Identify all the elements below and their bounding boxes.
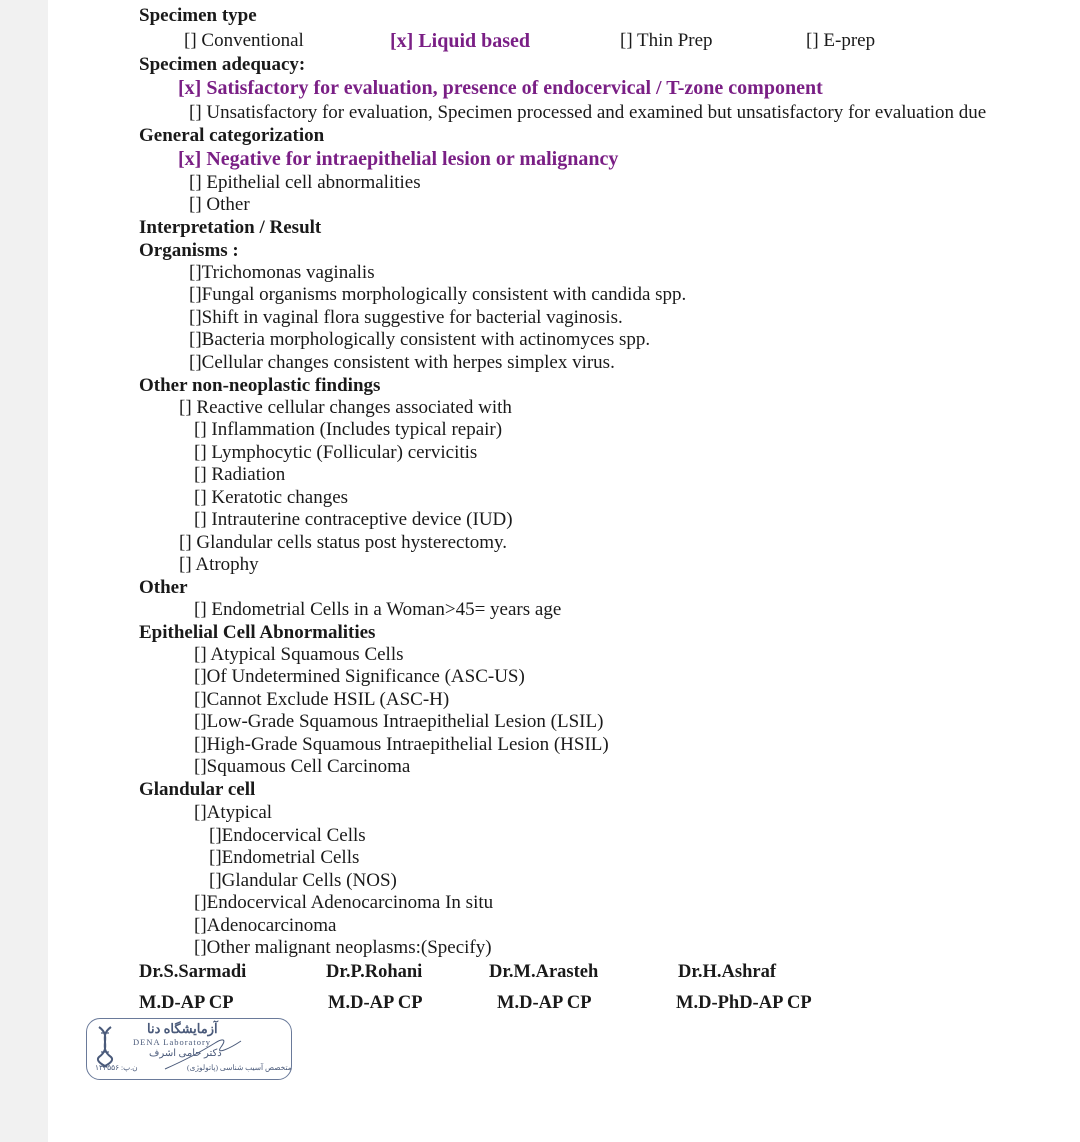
reactive-changes: [] Reactive cellular changes associated with xyxy=(179,397,512,418)
epithelial-item: []Squamous Cell Carcinoma xyxy=(194,756,411,777)
organism-item: []Cellular changes consistent with herpes simplex virus. xyxy=(189,352,615,373)
option-conventional: [] Conventional xyxy=(184,30,304,51)
doctor-name: Dr.M.Arasteh xyxy=(489,962,599,982)
doctor-name: Dr.P.Rohani xyxy=(326,962,423,982)
stamp-persian-specialty: متخصص آسیب شناسی (پاتولوژی) xyxy=(187,1063,292,1072)
glandular-item: []Other malignant neoplasms:(Specify) xyxy=(194,937,492,958)
non-neoplastic-heading: Other non-neoplastic findings xyxy=(139,375,381,396)
glandular-atypical-sub: []Endometrial Cells xyxy=(209,847,360,868)
glandular-atypical-sub: []Glandular Cells (NOS) xyxy=(209,870,397,891)
option-thin-prep: [] Thin Prep xyxy=(620,30,713,51)
doctor-degree: M.D-AP CP xyxy=(328,993,423,1013)
organism-item: []Trichomonas vaginalis xyxy=(189,262,375,283)
epithelial-item: []High-Grade Squamous Intraepithelial Lesion (HSIL) xyxy=(194,734,609,755)
glandular-item: []Adenocarcinoma xyxy=(194,915,337,936)
stamp-latin-title: DENA Laboratory xyxy=(133,1037,212,1047)
adequacy-unsatisfactory: [] Unsatisfactory for evaluation, Specimen processed and examined but unsatisfactory for evaluation due xyxy=(189,102,987,123)
categorization-epithelial: [] Epithelial cell abnormalities xyxy=(189,172,421,193)
categorization-other: [] Other xyxy=(189,194,250,215)
specimen-type-heading: Specimen type xyxy=(139,5,257,26)
glandular-item: []Endocervical Adenocarcinoma In situ xyxy=(194,892,494,913)
glandular-atypical: []Atypical xyxy=(194,802,273,823)
reactive-sub-item: [] Intrauterine contraceptive device (IUD) xyxy=(194,509,513,530)
adequacy-satisfactory: [x] Satisfactory for evaluation, presence of endocervical / T-zone component xyxy=(178,77,823,99)
reactive-sub-item: [] Keratotic changes xyxy=(194,487,349,508)
endometrial-cells-item: [] Endometrial Cells in a Woman>45= years age xyxy=(194,599,562,620)
laboratory-stamp xyxy=(86,1018,292,1080)
viewer-margin xyxy=(0,0,49,1142)
general-categorization-heading: General categorization xyxy=(139,125,325,146)
stamp-license-number: ن.پ: ۱۳۳۵۵۶ xyxy=(95,1063,138,1072)
interpretation-heading: Interpretation / Result xyxy=(139,217,322,238)
doctor-name: Dr.H.Ashraf xyxy=(678,962,776,982)
specimen-adequacy-heading: Specimen adequacy: xyxy=(139,54,306,75)
epithelial-item: []Of Undetermined Significance (ASC-US) xyxy=(194,666,525,687)
doctor-name: Dr.S.Sarmadi xyxy=(139,962,247,982)
epithelial-item: [] Atypical Squamous Cells xyxy=(194,644,404,665)
epithelial-item: []Cannot Exclude HSIL (ASC-H) xyxy=(194,689,450,710)
doctor-degree: M.D-AP CP xyxy=(497,993,592,1013)
stamp-persian-title: آزمایشگاه دنا xyxy=(147,1021,218,1036)
reactive-sub-item: [] Radiation xyxy=(194,464,286,485)
option-liquid-based: [x] Liquid based xyxy=(390,30,531,52)
organisms-heading: Organisms : xyxy=(139,240,239,261)
organism-item: []Fungal organisms morphologically consistent with candida spp. xyxy=(189,284,687,305)
option-e-prep: [] E-prep xyxy=(806,30,876,51)
doctor-degree: M.D-AP CP xyxy=(139,993,234,1013)
categorization-negative: [x] Negative for intraepithelial lesion or malignancy xyxy=(178,148,619,170)
doctor-degree: M.D-PhD-AP CP xyxy=(676,993,812,1013)
glandular-atypical-sub: []Endocervical Cells xyxy=(209,825,366,846)
glandular-post-hysterectomy: [] Glandular cells status post hysterectomy. xyxy=(179,532,508,553)
atrophy-item: [] Atrophy xyxy=(179,554,259,575)
epithelial-abnormalities-heading: Epithelial Cell Abnormalities xyxy=(139,622,376,643)
epithelial-item: []Low-Grade Squamous Intraepithelial Lesion (LSIL) xyxy=(194,711,604,732)
other-heading: Other xyxy=(139,577,188,598)
organism-item: []Bacteria morphologically consistent with actinomyces spp. xyxy=(189,329,651,350)
stamp-persian-doctor: دکتر حامی اشرف xyxy=(149,1048,222,1059)
reactive-sub-item: [] Lymphocytic (Follicular) cervicitis xyxy=(194,442,478,463)
reactive-sub-item: [] Inflammation (Includes typical repair) xyxy=(194,419,503,440)
glandular-cell-heading: Glandular cell xyxy=(139,779,256,800)
handwritten-signature xyxy=(163,1035,243,1071)
organism-item: []Shift in vaginal flora suggestive for bacterial vaginosis. xyxy=(189,307,623,328)
